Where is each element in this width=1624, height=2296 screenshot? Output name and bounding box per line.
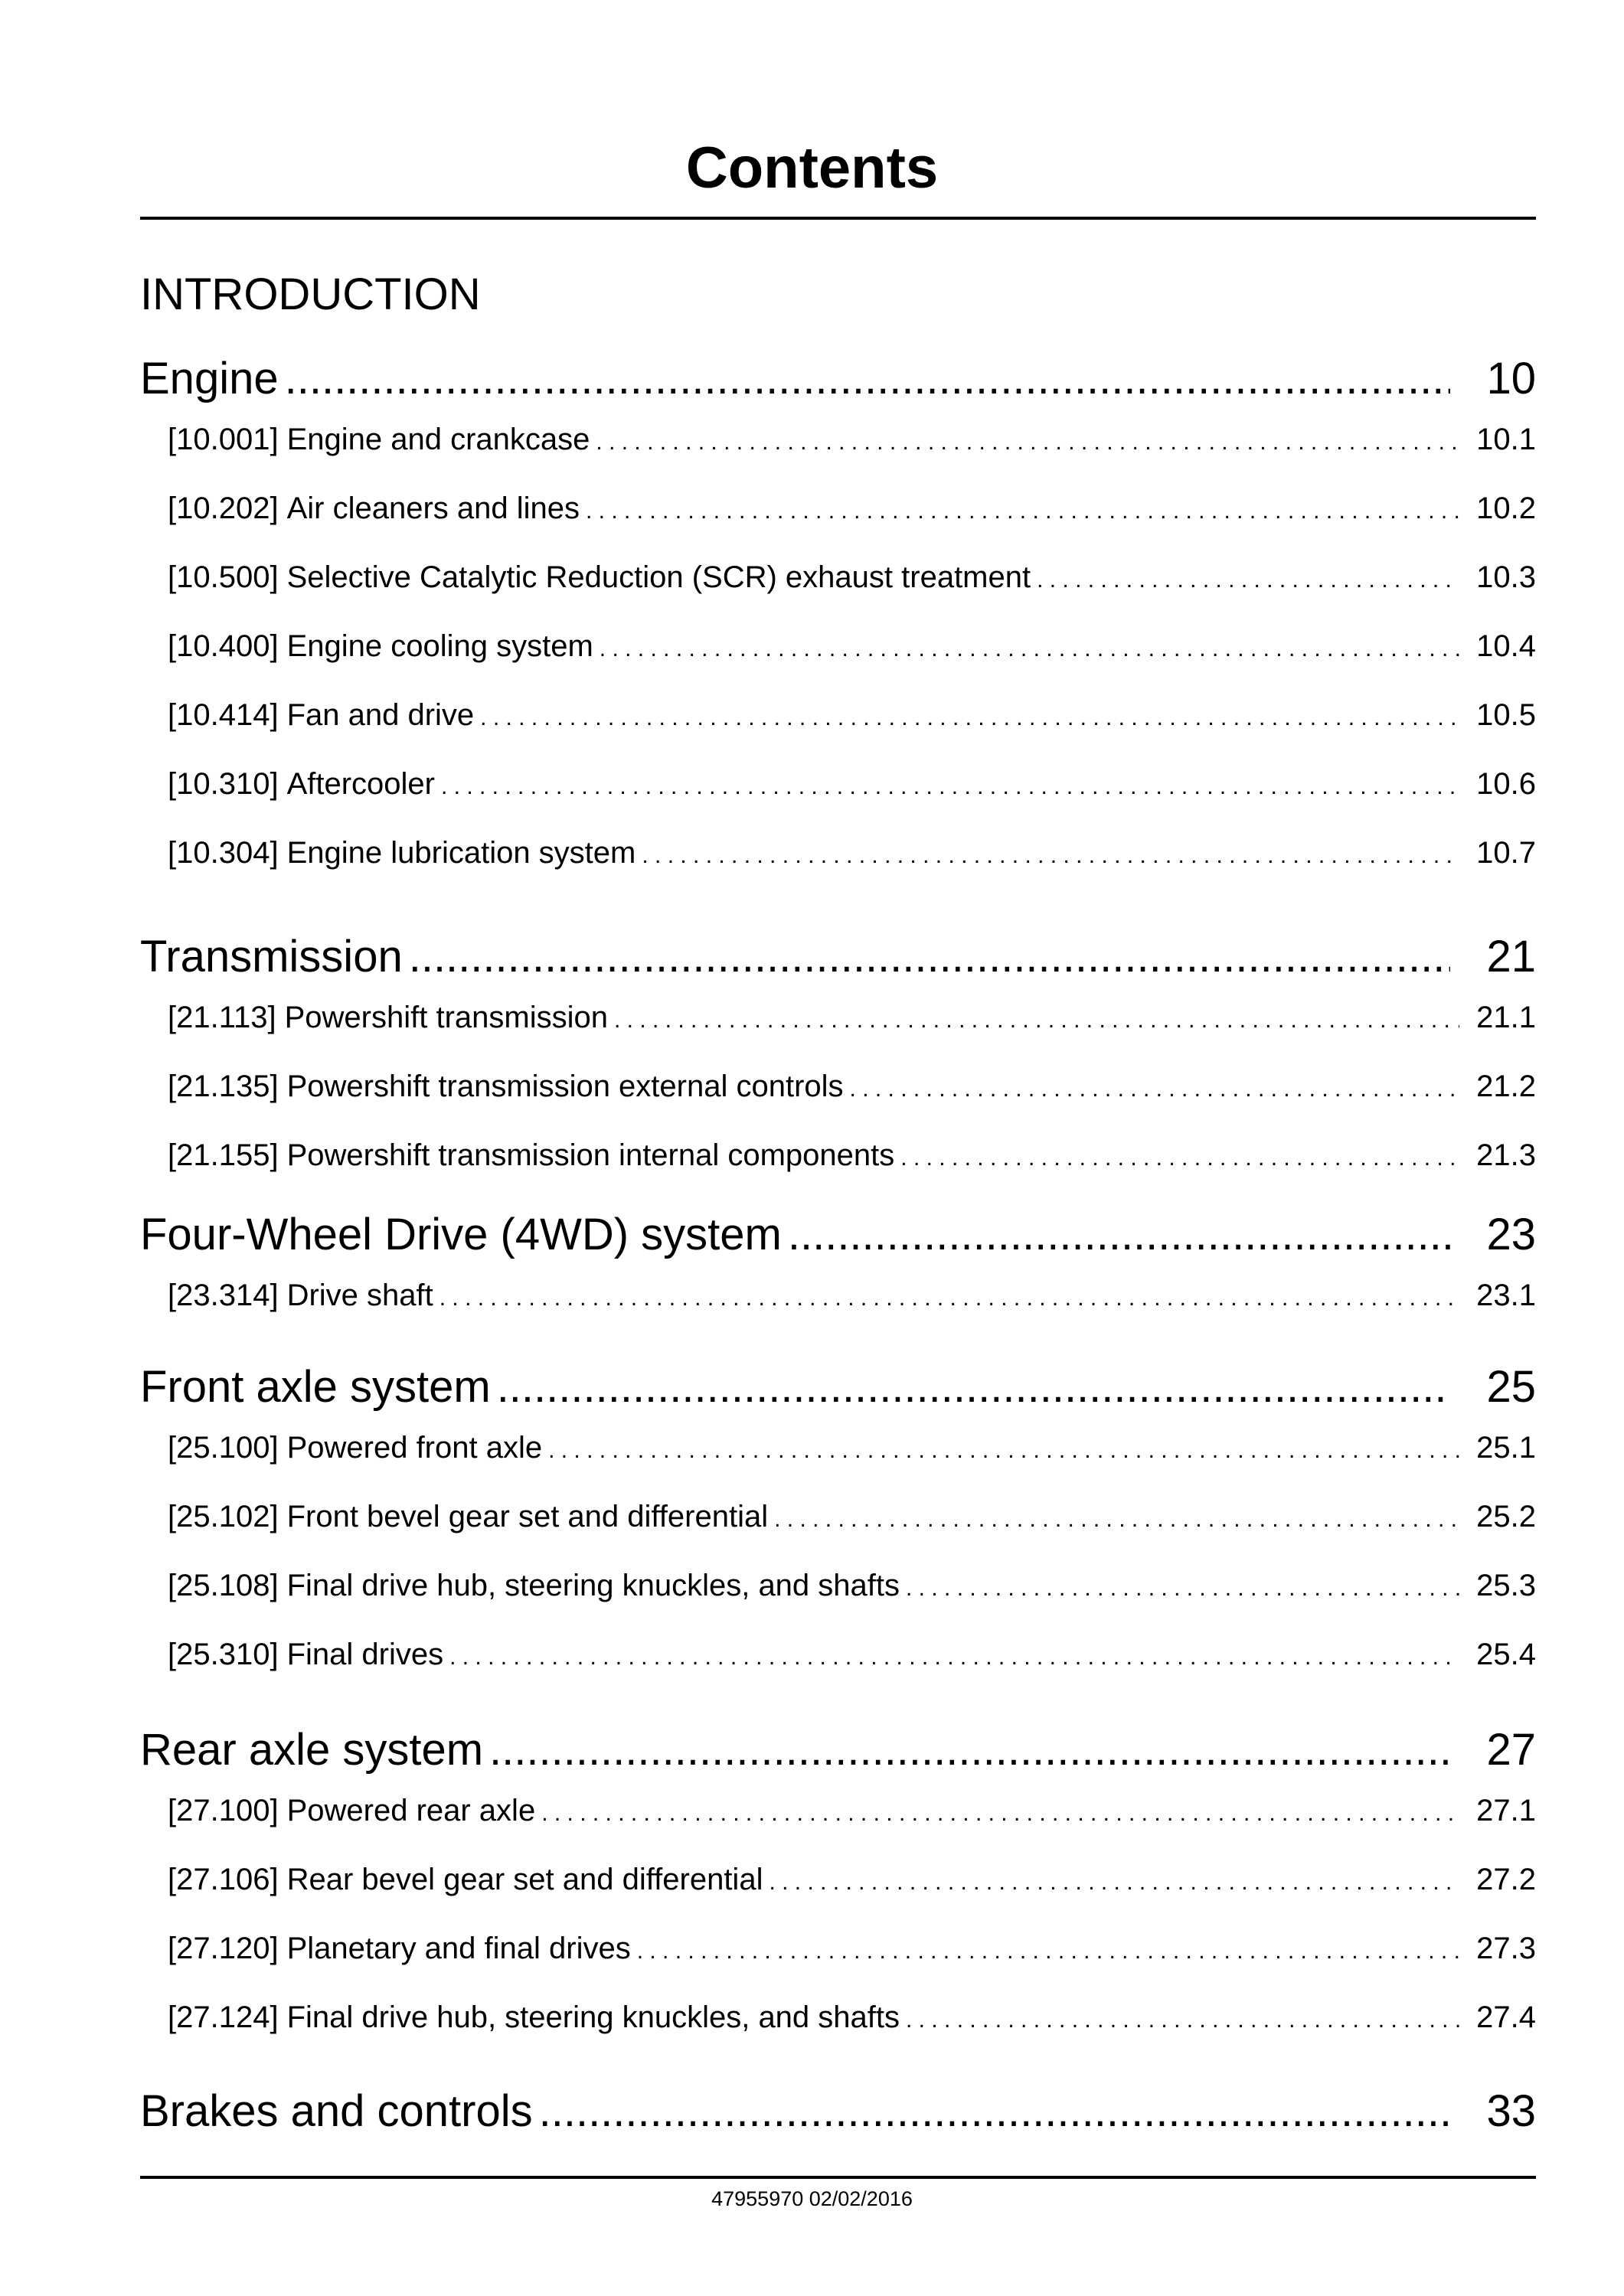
dot-leader [900,1135,1459,1181]
toc-entry[interactable] [168,485,1536,534]
toc-section-3[interactable] [140,1204,1536,1266]
toc-entry-page: 25.1 [1476,1431,1536,1465]
toc-section-page: 33 [1486,2086,1536,2136]
toc-entry-title: Powered rear axle [286,1794,536,1827]
toc-entry[interactable] [168,1631,1536,1680]
toc-entry-code: [10.500] [168,560,279,594]
toc-entry-code: [10.001] [168,423,279,456]
toc-entry[interactable] [168,1494,1536,1543]
footer-document-number: 47955970 02/02/2016 [711,2187,913,2210]
toc-entry[interactable] [168,1788,1536,1837]
toc-entry-code: [23.314] [168,1279,279,1312]
toc-entry-title: Final drives [286,1638,444,1671]
title-divider [140,217,1536,220]
toc-section-2[interactable] [140,926,1536,988]
toc-entry-title: Final drive hub, steering knuckles, and shafts [286,2000,900,2034]
toc-section-4[interactable] [140,1357,1536,1418]
toc-entry-code: [25.310] [168,1638,279,1671]
toc-entry-title: Final drive hub, steering knuckles, and shafts [286,1569,900,1602]
toc-entry-title: Engine cooling system [286,629,593,663]
toc-section-title: Front axle system [140,1362,491,1412]
toc-entry[interactable] [168,1132,1536,1181]
toc-entry-code: [25.102] [168,1500,279,1533]
toc-entry-page: 25.2 [1476,1500,1536,1533]
dot-leader [441,764,1459,810]
toc-entry-title: Aftercooler [286,767,435,801]
toc-entry-code: [25.100] [168,1431,279,1465]
toc-entry-page: 10.1 [1476,423,1536,456]
toc-entry[interactable] [168,1563,1536,1612]
toc-entry-page: 10.5 [1476,698,1536,732]
toc-entry-title: Powershift transmission external controls [286,1070,844,1103]
toc-entry-title: Powershift transmission [284,1001,608,1034]
dot-leader [480,695,1459,741]
toc-entry-title: Air cleaners and lines [286,492,580,525]
toc-entry-page: 10.2 [1476,492,1536,525]
toc-entry-title: Engine and crankcase [286,423,590,456]
toc-entry-title: Powered front axle [286,1431,543,1465]
toc-entry-page: 25.4 [1476,1638,1536,1671]
dot-leader [614,998,1459,1043]
toc-entry[interactable] [168,1063,1536,1112]
toc-entry-title: Fan and drive [286,698,475,732]
toc-entry-title: Rear bevel gear set and differential [286,1863,763,1896]
dot-leader [600,626,1459,672]
toc-entry-page: 10.3 [1476,560,1536,594]
toc-entry-code: [10.414] [168,698,279,732]
toc-section-page: 23 [1486,1210,1536,1259]
dot-leader [788,1204,1450,1266]
toc-section-6[interactable] [140,2081,1536,2142]
toc-entry[interactable] [168,1272,1536,1321]
toc-entry[interactable] [168,1994,1536,2043]
toc-entry-page: 10.4 [1476,629,1536,663]
dot-leader [497,1357,1450,1418]
toc-entry-title: Front bevel gear set and differential [286,1500,769,1533]
dot-leader [774,1497,1459,1543]
toc-entry-code: [25.108] [168,1569,279,1602]
dot-leader [541,1791,1459,1837]
toc-section-1[interactable] [140,348,1536,410]
toc-entry-title: Drive shaft [286,1279,433,1312]
toc-entry-code: [10.310] [168,767,279,801]
toc-entry-page: 10.7 [1476,836,1536,870]
dot-leader [409,926,1450,988]
dot-leader [769,1860,1459,1906]
dot-leader [489,1720,1450,1781]
toc-entry[interactable] [168,623,1536,672]
toc-entry[interactable] [168,1925,1536,1974]
dot-leader [439,1275,1459,1321]
toc-entry-code: [10.304] [168,836,279,870]
toc-section-page: 25 [1486,1362,1536,1412]
toc-entry-code: [10.400] [168,629,279,663]
toc-section-title: Engine [140,354,279,403]
toc-entry-page: 27.3 [1476,1932,1536,1965]
toc-entry-code: [27.106] [168,1863,279,1896]
toc-entry[interactable] [168,830,1536,879]
footer-divider [140,2176,1536,2179]
toc-section-title: Rear axle system [140,1725,484,1775]
toc-entry[interactable] [168,994,1536,1043]
toc-entry[interactable] [168,1857,1536,1906]
page-title: Contents [685,136,939,201]
toc-section-title: Four-Wheel Drive (4WD) system [140,1210,782,1259]
toc-entry-code: [27.124] [168,2000,279,2034]
toc-entry-page: 27.1 [1476,1794,1536,1827]
dot-leader [596,420,1459,465]
toc-section-5[interactable] [140,1720,1536,1781]
dot-leader [449,1635,1459,1680]
dot-leader [637,1929,1459,1974]
toc-entry-page: 21.2 [1476,1070,1536,1103]
toc-entry-title: Selective Catalytic Reduction (SCR) exhaust treatment [286,560,1031,594]
intro-heading: INTRODUCTION [140,269,481,319]
toc-entry-title: Engine lubrication system [286,836,636,870]
dot-leader [850,1066,1460,1112]
toc-entry-code: [27.100] [168,1794,279,1827]
toc-entry[interactable] [168,416,1536,465]
toc-entry-code: [21.113] [168,1001,276,1034]
toc-entry-page: 21.3 [1476,1138,1536,1172]
toc-section-title: Transmission [140,932,403,981]
toc-entry-code: [21.155] [168,1138,279,1172]
toc-entry-title: Powershift transmission internal components [286,1138,895,1172]
toc-section-page: 27 [1486,1725,1536,1775]
toc-entry-code: [10.202] [168,492,279,525]
toc-section-title: Brakes and controls [140,2086,533,2136]
toc-section-page: 10 [1486,354,1536,403]
dot-leader [548,1428,1459,1474]
toc-entry[interactable] [168,554,1536,603]
dot-leader [1037,557,1459,603]
toc-entry-code: [21.135] [168,1070,279,1103]
toc-entry[interactable] [168,761,1536,810]
toc-entry-page: 27.4 [1476,2000,1536,2034]
toc-entry-page: 21.1 [1476,1001,1536,1034]
dot-leader [642,833,1459,879]
dot-leader [285,348,1450,410]
toc-entry-page: 25.3 [1476,1569,1536,1602]
toc-entry-page: 27.2 [1476,1863,1536,1896]
dot-leader [586,488,1459,534]
toc-entry-page: 23.1 [1476,1279,1536,1312]
dot-leader [906,1566,1459,1612]
toc-section-page: 21 [1486,932,1536,981]
toc-entry-page: 10.6 [1476,767,1536,801]
toc-entry[interactable] [168,1425,1536,1474]
dot-leader [906,1997,1459,2043]
toc-entry-code: [27.120] [168,1932,279,1965]
toc-entry[interactable] [168,692,1536,741]
toc-entry-title: Planetary and final drives [286,1932,631,1965]
dot-leader [539,2081,1450,2142]
